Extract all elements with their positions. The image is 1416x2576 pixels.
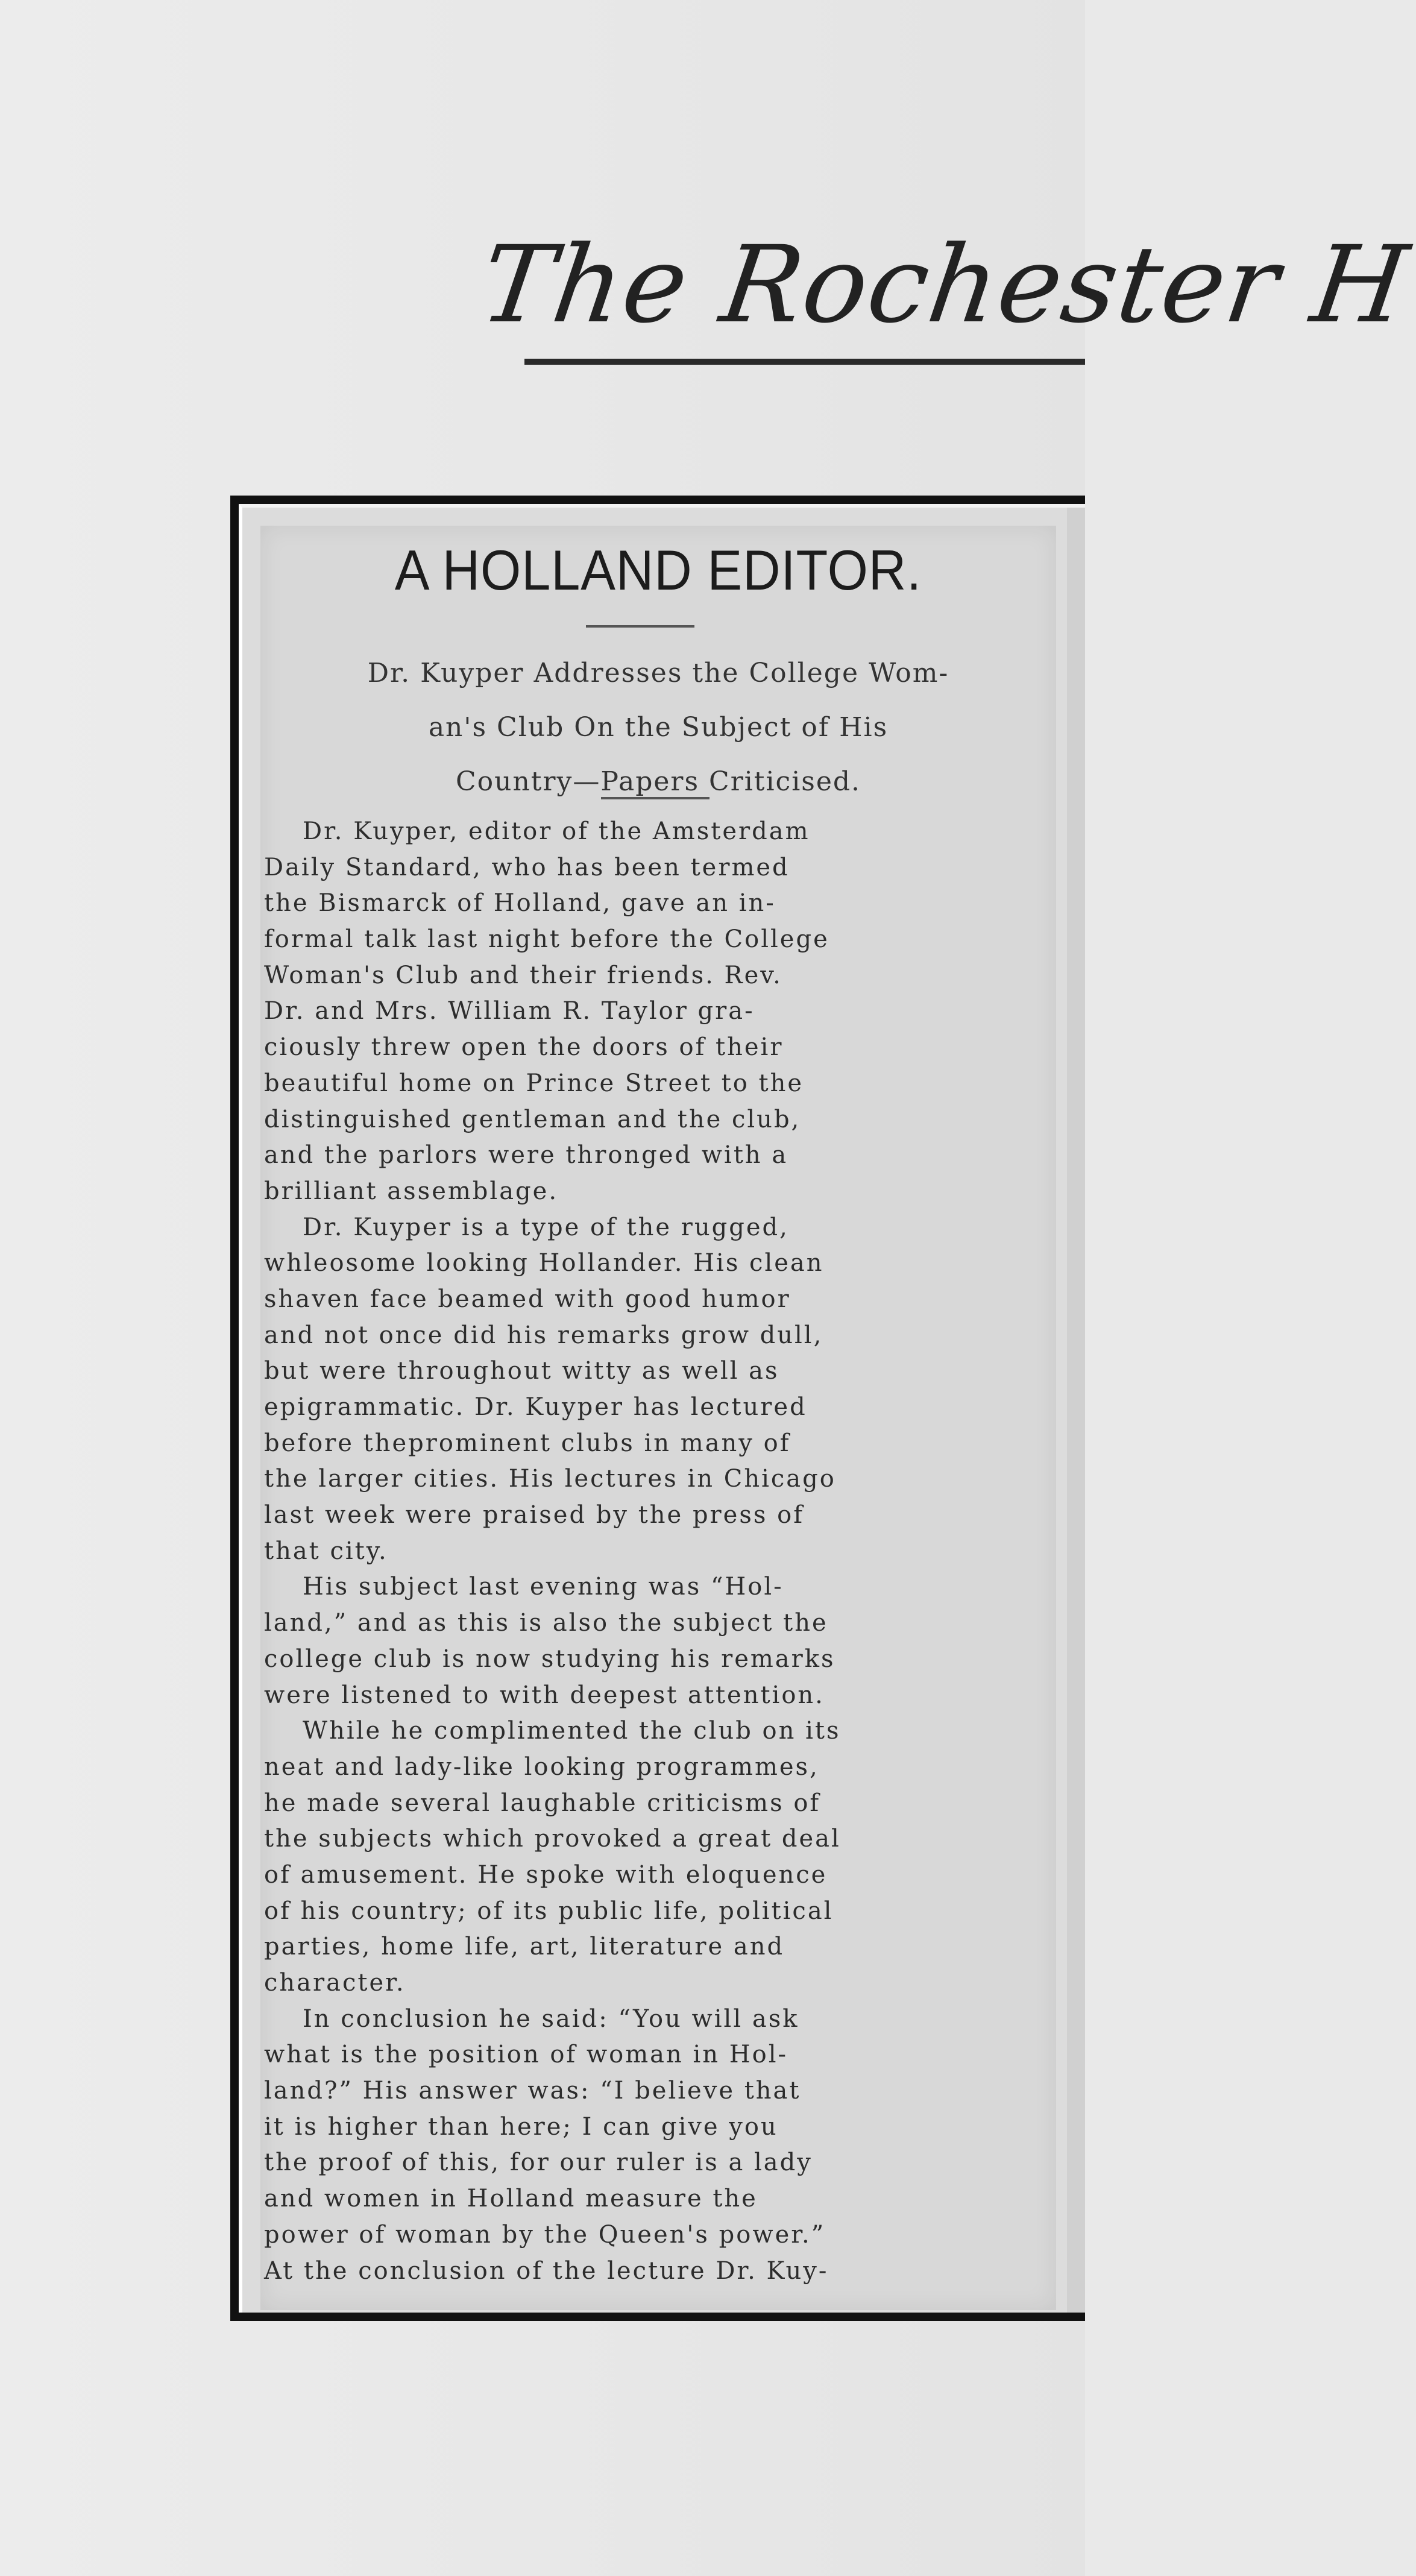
body-line: but were throughout witty as well as	[264, 1357, 779, 1385]
body-line: formal talk last night before the College	[264, 925, 829, 954]
body-line: While he complimented the club on its	[303, 1717, 841, 1745]
body-line: shaven face beamed with good humor	[264, 1285, 791, 1313]
subhead-line: an's Club On the Subject of His	[428, 712, 889, 743]
masthead	[473, 217, 1416, 374]
body-line: that city.	[264, 1537, 388, 1565]
body-line: of his country; of its public life, political	[264, 1897, 834, 1925]
body-line: before theprominent clubs in many of	[264, 1429, 791, 1457]
clipping-frame	[239, 504, 1085, 2313]
body-line: In conclusion he said: “You will ask	[303, 2004, 799, 2033]
subhead-line: Dr. Kuyper Addresses the College Wom-	[367, 658, 949, 688]
body-line: Woman's Club and their friends. Rev.	[264, 961, 782, 989]
body-line: the larger cities. His lectures in Chicago	[264, 1465, 836, 1493]
body-line: and not once did his remarks grow dull,	[264, 1321, 823, 1349]
clipping-right-edge	[1067, 508, 1085, 2313]
newspaper-clipping	[230, 496, 1085, 2321]
article-body	[260, 814, 1056, 2289]
body-line: epigrammatic. Dr. Kuyper has lectured	[264, 1393, 807, 1421]
body-line: beautiful home on Prince Street to the	[264, 1069, 804, 1097]
body-line: His subject last evening was “Hol-	[303, 1573, 784, 1601]
body-line: of amusement. He spoke with eloquence	[264, 1860, 828, 1889]
body-line: At the conclusion of the lecture Dr. Kuy-	[264, 2256, 829, 2285]
headline-divider	[586, 625, 694, 628]
body-line: it is higher than here; I can give you	[264, 2112, 778, 2141]
body-line: what is the position of woman in Hol-	[264, 2041, 788, 2069]
body-line: and women in Holland measure the	[264, 2185, 758, 2213]
article-headline: A HOLLAND EDITOR.	[394, 538, 922, 602]
subhead-line: Country—Papers Criticised.	[455, 766, 861, 797]
subhead-divider	[601, 797, 710, 799]
body-line: college club is now studying his remarks	[264, 1645, 835, 1673]
body-line: Daily Standard, who has been termed	[264, 853, 790, 881]
body-line: parties, home life, art, literature and	[264, 1933, 785, 1961]
article	[260, 526, 1056, 2310]
masthead-script: The Rochester H	[473, 223, 1416, 347]
body-line: whleosome looking Hollander. His clean	[264, 1249, 824, 1277]
body-line: Dr. Kuyper, editor of the Amsterdam	[303, 817, 810, 845]
body-line: he made several laughable criticisms of	[264, 1789, 821, 1817]
body-line: neat and lady-like looking programmes,	[264, 1752, 819, 1781]
body-line: Dr. Kuyper is a type of the rugged,	[303, 1213, 789, 1241]
masthead-underline	[524, 359, 1085, 365]
body-line: and the parlors were thronged with a	[264, 1141, 788, 1170]
body-line: the subjects which provoked a great deal	[264, 1825, 841, 1853]
body-line: brilliant assemblage.	[264, 1177, 559, 1205]
body-line: ciously threw open the doors of their	[264, 1033, 784, 1062]
body-line: character.	[264, 1969, 406, 1997]
body-line: land,” and as this is also the subject the	[264, 1609, 828, 1637]
body-line: the proof of this, for our ruler is a lady	[264, 2149, 813, 2177]
body-line: last week were praised by the press of	[264, 1501, 804, 1529]
body-line: the Bismarck of Holland, gave an in-	[264, 889, 776, 918]
body-line: Dr. and Mrs. William R. Taylor gra-	[264, 997, 755, 1025]
body-line: land?” His answer was: “I believe that	[264, 2077, 801, 2105]
body-line: power of woman by the Queen's power.”	[264, 2220, 826, 2249]
body-line: were listened to with deepest attention.	[264, 1681, 825, 1709]
article-subhead	[260, 646, 1056, 809]
body-line: distinguished gentleman and the club,	[264, 1105, 801, 1133]
